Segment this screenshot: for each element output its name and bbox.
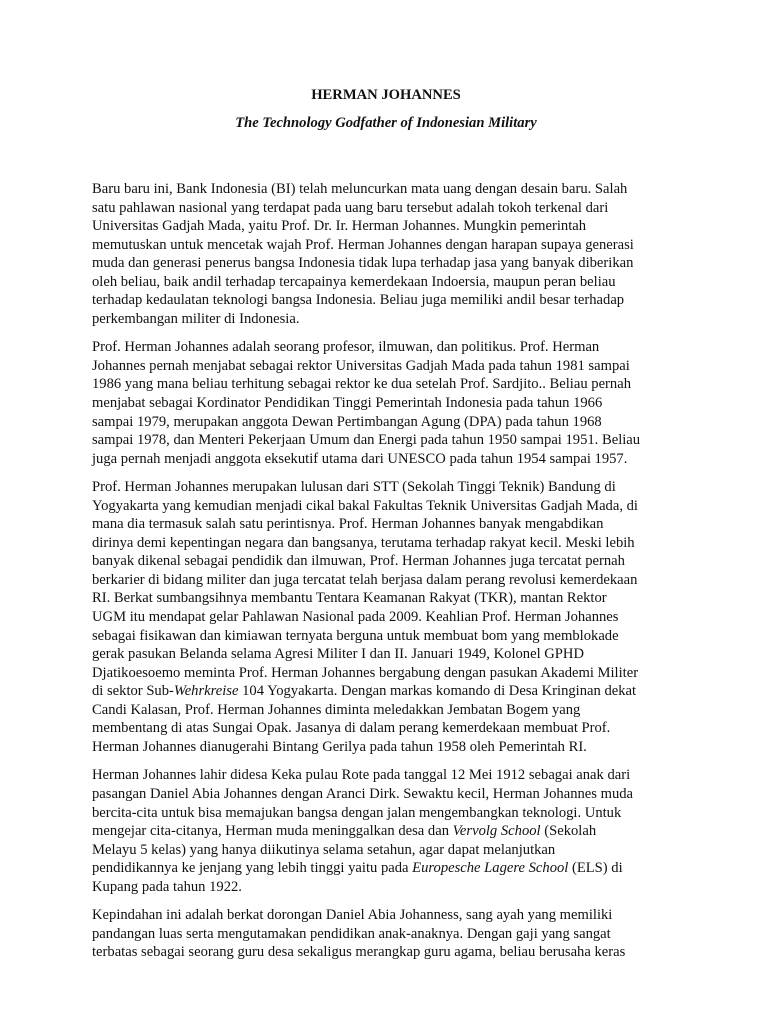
document-body — [92, 180, 680, 962]
text-line: UGM itu mendapat gelar Pahlawan Nasional pada 2009. Keahlian Prof. Herman Johannes — [92, 609, 619, 626]
text-line: pandangan luas serta mengutamakan pendidikan anak-anaknya. Dengan gaji yang sangat — [92, 925, 611, 942]
text-segment: 104 Yogyakarta. Dengan markas komando di Desa Kringinan dekat — [238, 683, 637, 700]
text-line: muda dan generasi penerus bangsa Indonesia tidak lupa terhadap jasa yang banyak diberikan — [92, 255, 634, 272]
text-line: perkembangan militer di Indonesia. — [92, 310, 300, 327]
text-line: Johannes pernah menjabat sebagai rektor Universitas Gadjah Mada pada tahun 1981 sampai — [92, 357, 630, 374]
text-line: bercita-cita untuk bisa memajukan bangsa dengan jalan mengembangkan teknologi. Untuk — [92, 804, 622, 821]
text-segment: (Sekolah — [540, 823, 597, 840]
text-line: dirinya demi kepentingan negara dan bangsanya, terutama terhadap rakyat kecil. Meski lebih — [92, 534, 635, 551]
text-line: sampai 1978, dan Menteri Pekerjaan Umum dan Energi pada tahun 1950 sampai 1951. Beliau — [92, 432, 641, 449]
text-line: berkarier di bidang militer dan juga tercatat telah berjasa dalam perang revolusi kemerdekaan — [92, 571, 638, 588]
italic-term: Wehrkreise — [173, 683, 239, 700]
text-line: terbatas sebagai seorang guru desa sekaligus merangkap guru agama, beliau berusaha keras — [92, 944, 626, 961]
paragraph — [92, 180, 680, 328]
text-line: pasangan Daniel Abia Johannes dengan Aranci Dirk. Sewaktu kecil, Herman Johannes muda — [92, 785, 634, 802]
paragraph — [92, 906, 680, 962]
text-line: RI. Berkat sumbangsihnya membantu Tentara Keamanan Rakyat (TKR), mantan Rektor — [92, 590, 607, 607]
text-line: juga pernah menjadi anggota eksekutif utama dari UNESCO pada tahun 1954 sampai 1957. — [92, 450, 628, 467]
paragraph — [92, 766, 680, 896]
text-line: Djatikoesoemo meminta Prof. Herman Johannes bergabung dengan pasukan Akademi Militer — [92, 664, 639, 681]
text-segment: (ELS) di — [568, 860, 623, 877]
document-content — [92, 86, 680, 972]
text-line: terhadap kedaulatan teknologi bangsa Indonesia. Beliau juga memiliki andil besar terhadap — [92, 292, 625, 309]
text-line: mana dia termasuk salah satu perintisnya. Prof. Herman Johannes banyak mengabdikan — [92, 516, 604, 533]
text-line: Prof. Herman Johannes merupakan lulusan dari STT (Sekolah Tinggi Teknik) Bandung di — [92, 479, 616, 496]
text-line: gerak pasukan Belanda selama Agresi Militer I dan II. Januari 1949, Kolonel GPHD — [92, 646, 585, 663]
text-line: Universitas Gadjah Mada, yaitu Prof. Dr. Ir. Herman Johannes. Mungkin pemerintah — [92, 218, 587, 235]
text-line: Baru baru ini, Bank Indonesia (BI) telah meluncurkan mata uang dengan desain baru. Salah — [92, 181, 628, 197]
text-line: menjabat sebagai Kordinator Pendidikan Tinggi Pemerintah Indonesia pada tahun 1966 — [92, 395, 603, 412]
paragraph — [92, 338, 680, 468]
text-line: oleh beliau, baik andil terhadap tercapainya kemerdekaan Indoersia, maupun peran beliau — [92, 273, 616, 290]
text-line: Kupang pada tahun 1922. — [92, 878, 242, 895]
text-line: satu pahlawan nasional yang terdapat pada uang baru tersebut adalah tokoh terkenal dari — [92, 199, 609, 216]
text-segment: pendidikannya ke jenjang yang lebih tinggi yaitu pada — [92, 860, 413, 877]
text-line: Prof. Herman Johannes adalah seorang profesor, ilmuwan, dan politikus. Prof. Herman — [92, 339, 600, 356]
text-line: 1986 yang mana beliau terhitung sebagai rektor ke dua setelah Prof. Sardjito.. Beliau pernah — [92, 376, 631, 393]
text-line — [92, 682, 680, 701]
italic-term: Vervolg School — [452, 823, 541, 840]
document-title: HERMAN JOHANNES — [311, 87, 461, 103]
text-line: Herman Johannes dianugerahi Bintang Gerilya pada tahun 1958 oleh Pemerintah RI. — [92, 738, 587, 755]
text-line: sampai 1979, merupakan anggota Dewan Pertimbangan Agung (DPA) pada tahun 1968 — [92, 413, 602, 430]
text-line: banyak dikenal sebagai pendidik dan ilmuwan, Prof. Herman Johannes juga tercatat pernah — [92, 553, 625, 570]
text-segment: mengejar cita-citanya, Herman muda meninggalkan desa dan — [92, 823, 453, 840]
text-line: Candi Kalasan, Prof. Herman Johannes diminta meledakkan Jembatan Bogem yang — [92, 701, 581, 718]
text-line — [92, 822, 680, 841]
document-subtitle: The Technology Godfather of Indonesian Military — [235, 115, 537, 131]
text-line — [92, 859, 680, 878]
text-line: Melayu 5 kelas) yang hanya diikutinya selama setahun, agar dapat melanjutkan — [92, 841, 556, 858]
text-line: memutuskan untuk mencetak wajah Prof. Herman Johannes dengan harapan supaya generasi — [92, 236, 634, 253]
text-line: Yogyakarta yang kemudian menjadi cikal bakal Fakultas Teknik Universitas Gadjah Mada, di — [92, 497, 638, 514]
text-segment: di sektor Sub- — [92, 683, 174, 700]
text-line: Kepindahan ini adalah berkat dorongan Daniel Abia Johanness, sang ayah yang memiliki — [92, 907, 613, 924]
paragraph — [92, 478, 680, 756]
text-line: Herman Johannes lahir didesa Keka pulau Rote pada tanggal 12 Mei 1912 sebagai anak dari — [92, 767, 631, 784]
italic-term: Europesche Lagere School — [412, 860, 569, 877]
text-line: membentang di atas Sungai Opak. Jasanya di dalam perang kemerdekaan membuat Prof. — [92, 720, 611, 737]
text-line: sebagai fisikawan dan kimiawan ternyata berguna untuk membuat bom yang memblokade — [92, 627, 619, 644]
